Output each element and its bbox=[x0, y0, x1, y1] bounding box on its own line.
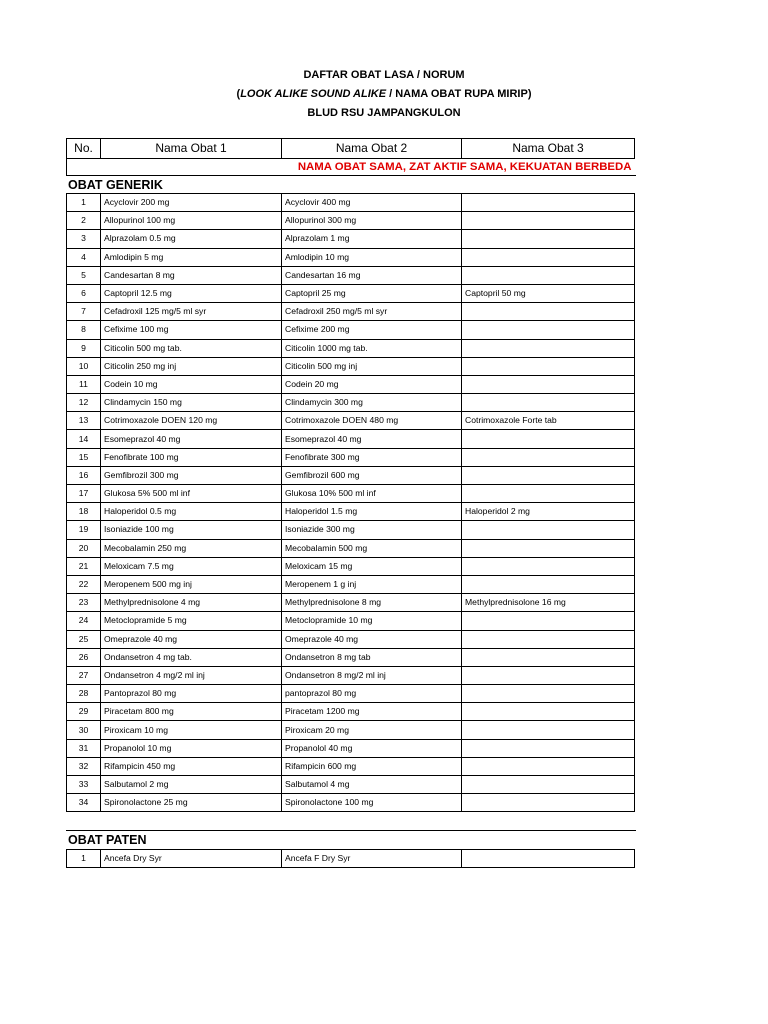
cell-nama-obat-2: Propanolol 40 mg bbox=[282, 739, 462, 757]
cell-no: 28 bbox=[67, 685, 101, 703]
cell-nama-obat-2: Citicolin 1000 mg tab. bbox=[282, 339, 462, 357]
table-row bbox=[67, 448, 635, 466]
cell-nama-obat-2: Spironolactone 100 mg bbox=[282, 794, 462, 812]
cell-nama-obat-2: Fenofibrate 300 mg bbox=[282, 448, 462, 466]
header-nama-obat-2: Nama Obat 2 bbox=[282, 139, 462, 159]
cell-nama-obat-1: Pantoprazol 80 mg bbox=[101, 685, 282, 703]
table-row bbox=[67, 685, 635, 703]
cell-no: 18 bbox=[67, 503, 101, 521]
cell-no: 27 bbox=[67, 666, 101, 684]
cell-nama-obat-3 bbox=[462, 776, 635, 794]
cell-nama-obat-3 bbox=[462, 248, 635, 266]
cell-nama-obat-3 bbox=[462, 266, 635, 284]
table-row bbox=[67, 776, 635, 794]
cell-nama-obat-3 bbox=[462, 757, 635, 775]
header-nama-obat-1: Nama Obat 1 bbox=[101, 139, 282, 159]
cell-nama-obat-1: Isoniazide 100 mg bbox=[101, 521, 282, 539]
cell-nama-obat-3 bbox=[462, 850, 635, 868]
cell-nama-obat-3 bbox=[462, 430, 635, 448]
cell-nama-obat-1: Metoclopramide 5 mg bbox=[101, 612, 282, 630]
table-row bbox=[67, 375, 635, 393]
table-row bbox=[67, 194, 635, 212]
subtitle-spacer bbox=[67, 159, 101, 177]
cell-nama-obat-2: Citicolin 500 mg inj bbox=[282, 357, 462, 375]
cell-no: 16 bbox=[67, 466, 101, 484]
cell-no: 34 bbox=[67, 794, 101, 812]
cell-nama-obat-3: Haloperidol 2 mg bbox=[462, 503, 635, 521]
cell-no: 13 bbox=[67, 412, 101, 430]
cell-nama-obat-3 bbox=[462, 703, 635, 721]
cell-nama-obat-1: Amlodipin 5 mg bbox=[101, 248, 282, 266]
cell-nama-obat-2: Rifampicin 600 mg bbox=[282, 757, 462, 775]
header-no: No. bbox=[67, 139, 101, 159]
cell-nama-obat-1: Omeprazole 40 mg bbox=[101, 630, 282, 648]
table-row bbox=[67, 412, 635, 430]
title-line-2 bbox=[0, 85, 768, 104]
cell-nama-obat-1: Piroxicam 10 mg bbox=[101, 721, 282, 739]
table-row bbox=[67, 284, 635, 302]
cell-nama-obat-3: Captopril 50 mg bbox=[462, 284, 635, 302]
cell-nama-obat-1: Rifampicin 450 mg bbox=[101, 757, 282, 775]
cell-nama-obat-2: Esomeprazol 40 mg bbox=[282, 430, 462, 448]
cell-nama-obat-1: Cefadroxil 125 mg/5 ml syr bbox=[101, 303, 282, 321]
subtitle-row bbox=[67, 159, 635, 177]
cell-nama-obat-2: pantoprazol 80 mg bbox=[282, 685, 462, 703]
cell-nama-obat-3 bbox=[462, 194, 635, 212]
category-subtitle: NAMA OBAT SAMA, ZAT AKTIF SAMA, KEKUATAN BERBEDA bbox=[297, 161, 632, 173]
table-row bbox=[67, 485, 635, 503]
cell-nama-obat-1: Fenofibrate 100 mg bbox=[101, 448, 282, 466]
column-header-row bbox=[67, 139, 635, 159]
cell-nama-obat-3 bbox=[462, 539, 635, 557]
cell-no: 2 bbox=[67, 212, 101, 230]
cell-nama-obat-3 bbox=[462, 485, 635, 503]
cell-no: 21 bbox=[67, 557, 101, 575]
table-row bbox=[67, 557, 635, 575]
cell-nama-obat-2: Alprazolam 1 mg bbox=[282, 230, 462, 248]
table-row bbox=[67, 521, 635, 539]
cell-no: 32 bbox=[67, 757, 101, 775]
table-row bbox=[67, 666, 635, 684]
cell-nama-obat-2: Piroxicam 20 mg bbox=[282, 721, 462, 739]
title-line-2-rest: / NAMA OBAT RUPA MIRIP) bbox=[386, 88, 532, 100]
cell-no: 29 bbox=[67, 703, 101, 721]
cell-nama-obat-3 bbox=[462, 612, 635, 630]
cell-nama-obat-3: Cotrimoxazole Forte tab bbox=[462, 412, 635, 430]
table-row bbox=[67, 430, 635, 448]
cell-nama-obat-1: Cefixime 100 mg bbox=[101, 321, 282, 339]
cell-nama-obat-1: Citicolin 500 mg tab. bbox=[101, 339, 282, 357]
table-row bbox=[67, 303, 635, 321]
cell-no: 1 bbox=[67, 194, 101, 212]
cell-nama-obat-2: Ancefa F Dry Syr bbox=[282, 850, 462, 868]
header-table bbox=[66, 138, 635, 176]
cell-nama-obat-3 bbox=[462, 339, 635, 357]
table-row bbox=[67, 648, 635, 666]
cell-no: 7 bbox=[67, 303, 101, 321]
cell-nama-obat-1: Propanolol 10 mg bbox=[101, 739, 282, 757]
cell-nama-obat-3 bbox=[462, 375, 635, 393]
table-row bbox=[67, 630, 635, 648]
document-title-block bbox=[0, 66, 768, 123]
table-row bbox=[67, 575, 635, 593]
cell-nama-obat-2: Metoclopramide 10 mg bbox=[282, 612, 462, 630]
cell-no: 8 bbox=[67, 321, 101, 339]
table-row bbox=[67, 394, 635, 412]
cell-nama-obat-3 bbox=[462, 448, 635, 466]
cell-nama-obat-3 bbox=[462, 557, 635, 575]
cell-nama-obat-2: Cefixime 200 mg bbox=[282, 321, 462, 339]
cell-no: 31 bbox=[67, 739, 101, 757]
cell-no: 17 bbox=[67, 485, 101, 503]
cell-nama-obat-2: Cotrimoxazole DOEN 480 mg bbox=[282, 412, 462, 430]
cell-nama-obat-3 bbox=[462, 794, 635, 812]
cell-nama-obat-2: Mecobalamin 500 mg bbox=[282, 539, 462, 557]
cell-nama-obat-1: Piracetam 800 mg bbox=[101, 703, 282, 721]
cell-nama-obat-2: Codein 20 mg bbox=[282, 375, 462, 393]
cell-no: 6 bbox=[67, 284, 101, 302]
cell-nama-obat-1: Mecobalamin 250 mg bbox=[101, 539, 282, 557]
cell-nama-obat-1: Ondansetron 4 mg tab. bbox=[101, 648, 282, 666]
table-row bbox=[67, 612, 635, 630]
table-row bbox=[67, 539, 635, 557]
cell-nama-obat-3 bbox=[462, 303, 635, 321]
cell-nama-obat-3 bbox=[462, 575, 635, 593]
cell-nama-obat-3 bbox=[462, 394, 635, 412]
cell-nama-obat-1: Meloxicam 7.5 mg bbox=[101, 557, 282, 575]
cell-nama-obat-3 bbox=[462, 321, 635, 339]
cell-nama-obat-3 bbox=[462, 685, 635, 703]
paten-table-body bbox=[67, 850, 635, 868]
cell-no: 23 bbox=[67, 594, 101, 612]
cell-nama-obat-1: Alprazolam 0.5 mg bbox=[101, 230, 282, 248]
table-row bbox=[67, 703, 635, 721]
cell-nama-obat-3 bbox=[462, 212, 635, 230]
cell-nama-obat-2: Omeprazole 40 mg bbox=[282, 630, 462, 648]
cell-nama-obat-1: Codein 10 mg bbox=[101, 375, 282, 393]
cell-nama-obat-3 bbox=[462, 666, 635, 684]
cell-nama-obat-1: Candesartan 8 mg bbox=[101, 266, 282, 284]
cell-no: 33 bbox=[67, 776, 101, 794]
cell-nama-obat-1: Spironolactone 25 mg bbox=[101, 794, 282, 812]
cell-nama-obat-2: Piracetam 1200 mg bbox=[282, 703, 462, 721]
table-row bbox=[67, 266, 635, 284]
cell-nama-obat-1: Clindamycin 150 mg bbox=[101, 394, 282, 412]
cell-nama-obat-1: Methylprednisolone 4 mg bbox=[101, 594, 282, 612]
cell-no: 25 bbox=[67, 630, 101, 648]
generik-table bbox=[66, 193, 635, 812]
section-label-generik: OBAT GENERIK bbox=[66, 175, 636, 194]
cell-nama-obat-2: Ondansetron 8 mg/2 ml inj bbox=[282, 666, 462, 684]
cell-nama-obat-1: Gemfibrozil 300 mg bbox=[101, 466, 282, 484]
table-row bbox=[67, 503, 635, 521]
title-line-2-open: ( bbox=[236, 88, 241, 100]
cell-nama-obat-2: Ondansetron 8 mg tab bbox=[282, 648, 462, 666]
cell-nama-obat-3 bbox=[462, 648, 635, 666]
cell-nama-obat-1: Allopurinol 100 mg bbox=[101, 212, 282, 230]
table-row bbox=[67, 794, 635, 812]
cell-nama-obat-3 bbox=[462, 466, 635, 484]
cell-nama-obat-2: Meropenem 1 g inj bbox=[282, 575, 462, 593]
table-row bbox=[67, 850, 635, 868]
cell-nama-obat-2: Amlodipin 10 mg bbox=[282, 248, 462, 266]
cell-nama-obat-2: Clindamycin 300 mg bbox=[282, 394, 462, 412]
table-row bbox=[67, 248, 635, 266]
cell-no: 19 bbox=[67, 521, 101, 539]
cell-nama-obat-2: Acyclovir 400 mg bbox=[282, 194, 462, 212]
cell-nama-obat-1: Cotrimoxazole DOEN 120 mg bbox=[101, 412, 282, 430]
cell-nama-obat-2: Meloxicam 15 mg bbox=[282, 557, 462, 575]
title-line-2-italic: LOOK ALIKE SOUND ALIKE bbox=[240, 88, 387, 100]
cell-nama-obat-2: Isoniazide 300 mg bbox=[282, 521, 462, 539]
table-row bbox=[67, 466, 635, 484]
cell-no: 9 bbox=[67, 339, 101, 357]
cell-nama-obat-2: Cefadroxil 250 mg/5 ml syr bbox=[282, 303, 462, 321]
cell-no: 20 bbox=[67, 539, 101, 557]
cell-nama-obat-2: Methylprednisolone 8 mg bbox=[282, 594, 462, 612]
cell-no: 26 bbox=[67, 648, 101, 666]
table-row bbox=[67, 321, 635, 339]
cell-no: 24 bbox=[67, 612, 101, 630]
cell-no: 4 bbox=[67, 248, 101, 266]
cell-no: 15 bbox=[67, 448, 101, 466]
cell-no: 22 bbox=[67, 575, 101, 593]
cell-nama-obat-1: Citicolin 250 mg inj bbox=[101, 357, 282, 375]
cell-nama-obat-2: Gemfibrozil 600 mg bbox=[282, 466, 462, 484]
cell-nama-obat-2: Haloperidol 1.5 mg bbox=[282, 503, 462, 521]
paten-table bbox=[66, 849, 635, 868]
cell-nama-obat-3 bbox=[462, 739, 635, 757]
cell-no: 12 bbox=[67, 394, 101, 412]
cell-nama-obat-2: Allopurinol 300 mg bbox=[282, 212, 462, 230]
table-row bbox=[67, 230, 635, 248]
cell-no: 11 bbox=[67, 375, 101, 393]
cell-no: 30 bbox=[67, 721, 101, 739]
table-row bbox=[67, 739, 635, 757]
cell-nama-obat-1: Captopril 12.5 mg bbox=[101, 284, 282, 302]
cell-nama-obat-1: Esomeprazol 40 mg bbox=[101, 430, 282, 448]
table-row bbox=[67, 757, 635, 775]
cell-no: 5 bbox=[67, 266, 101, 284]
cell-nama-obat-1: Glukosa 5% 500 ml inf bbox=[101, 485, 282, 503]
cell-nama-obat-1: Meropenem 500 mg inj bbox=[101, 575, 282, 593]
cell-nama-obat-1: Acyclovir 200 mg bbox=[101, 194, 282, 212]
table-row bbox=[67, 357, 635, 375]
cell-no: 3 bbox=[67, 230, 101, 248]
table-row bbox=[67, 339, 635, 357]
generik-table-body bbox=[67, 194, 635, 812]
title-line-1: DAFTAR OBAT LASA / NORUM bbox=[303, 69, 465, 81]
cell-nama-obat-3 bbox=[462, 230, 635, 248]
cell-no: 1 bbox=[67, 850, 101, 868]
cell-nama-obat-3 bbox=[462, 521, 635, 539]
table-row bbox=[67, 594, 635, 612]
cell-nama-obat-3: Methylprednisolone 16 mg bbox=[462, 594, 635, 612]
cell-nama-obat-1: Salbutamol 2 mg bbox=[101, 776, 282, 794]
cell-nama-obat-1: Ondansetron 4 mg/2 ml inj bbox=[101, 666, 282, 684]
cell-no: 14 bbox=[67, 430, 101, 448]
cell-nama-obat-2: Salbutamol 4 mg bbox=[282, 776, 462, 794]
cell-nama-obat-2: Glukosa 10% 500 ml inf bbox=[282, 485, 462, 503]
cell-nama-obat-2: Captopril 25 mg bbox=[282, 284, 462, 302]
section-label-paten: OBAT PATEN bbox=[66, 830, 636, 849]
title-line-3: BLUD RSU JAMPANGKULON bbox=[307, 107, 461, 119]
cell-nama-obat-2: Candesartan 16 mg bbox=[282, 266, 462, 284]
table-row bbox=[67, 212, 635, 230]
cell-nama-obat-3 bbox=[462, 630, 635, 648]
cell-nama-obat-1: Ancefa Dry Syr bbox=[101, 850, 282, 868]
cell-no: 10 bbox=[67, 357, 101, 375]
header-nama-obat-3: Nama Obat 3 bbox=[462, 139, 635, 159]
cell-nama-obat-1: Haloperidol 0.5 mg bbox=[101, 503, 282, 521]
cell-nama-obat-3 bbox=[462, 721, 635, 739]
cell-nama-obat-3 bbox=[462, 357, 635, 375]
table-row bbox=[67, 721, 635, 739]
